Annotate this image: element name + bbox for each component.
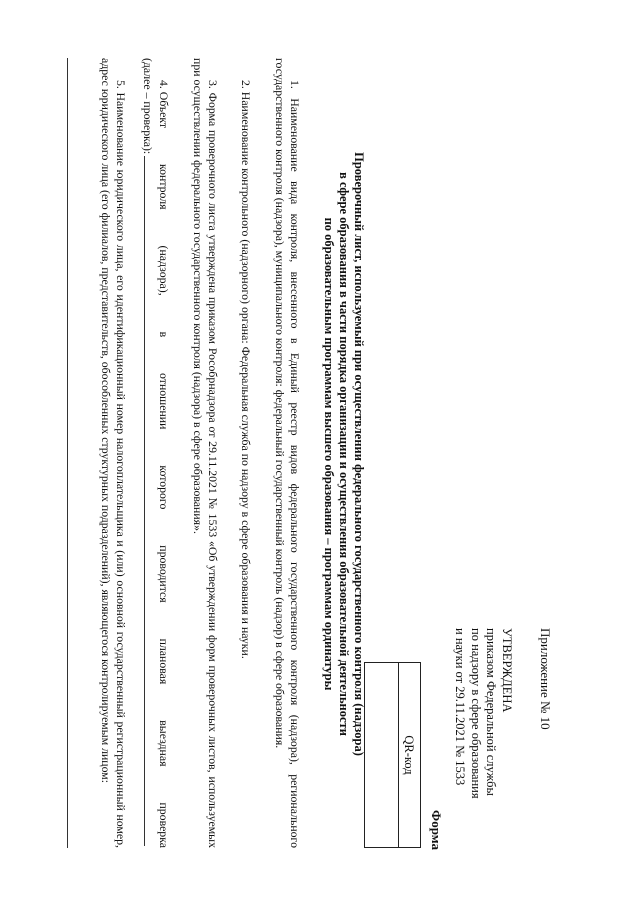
item-4-word: в: [157, 331, 171, 338]
item-4-word: проводится: [157, 545, 171, 603]
item-4-second-line: [140, 58, 156, 848]
item-2-authority: 2. Наименование контрольного (надзорного) органа: Федеральная служба по надзору в сфере образования и науки.: [239, 80, 253, 659]
qr-code-box: [364, 662, 421, 848]
item-4-word: плановая: [157, 638, 171, 685]
qr-code-label: QR-код: [398, 663, 416, 847]
item-4-word: выездная: [157, 720, 171, 767]
form-label: Форма: [429, 810, 444, 850]
item-4-first-line: [156, 58, 171, 848]
title-line: в сфере образования в части порядка организации и осуществления образовательной деятельности: [337, 172, 351, 736]
approved-line: и науки от 29.11.2021 № 1533: [453, 628, 468, 786]
approval-stamp-text: [452, 628, 514, 799]
item-4-word: контроля: [157, 164, 171, 210]
title-line: Проверочный лист, используемый при осуществлении федерального государственного контроля (надзора): [352, 152, 366, 756]
item-4-word: проверка: [157, 802, 171, 848]
approved-line: УТВЕРЖДЕНА: [500, 628, 514, 713]
item-3-form-approval: 3. Форма проверочного листа утверждена приказом Рособрнадзора от 29.11.2021 № 1533 «Об утверждении форм проверочных листов, используемых при осуществлении федерального государственного контроля (надзора) в сфере образования».: [191, 58, 220, 848]
item-4-word: отношении: [157, 373, 171, 430]
item-5-legal-entity: 5. Наименование юридического лица, его идентификационный номер налогоплательщика и (или) основной государственный регистрационный номер, адрес юридического лица (его филиалов, представительств, обособленных структурных подразделений), являющегося контролируемым лицом:: [99, 58, 128, 848]
page-content: [60, 58, 580, 848]
appendix-number: Приложение № 10: [538, 628, 553, 730]
item-4-word: 4. Объект: [157, 80, 171, 129]
approved-line: по надзору в сфере образования: [469, 628, 483, 799]
fill-in-line: [67, 58, 68, 848]
approved-line: приказом Федеральной службы: [484, 628, 499, 796]
document-title: [321, 84, 366, 824]
fill-in-line: [144, 156, 156, 846]
item-1-control-type: 1. Наименование вида контроля, внесенного в Единый реестр видов федерального государственного контроля (надзора), регионального государственного контроля (надзора), муниципального контроля: федеральный государственный контроль (надзор) в сфере образования.: [273, 58, 302, 848]
item-4-tail: (далее – проверка):: [141, 58, 155, 155]
item-4-control-object: [140, 58, 171, 848]
item-4-word: которого: [157, 465, 171, 510]
item-4-word: (надзора),: [157, 245, 171, 296]
title-line: по образовательным программам высшего образования – программам ординатуры: [322, 217, 336, 691]
